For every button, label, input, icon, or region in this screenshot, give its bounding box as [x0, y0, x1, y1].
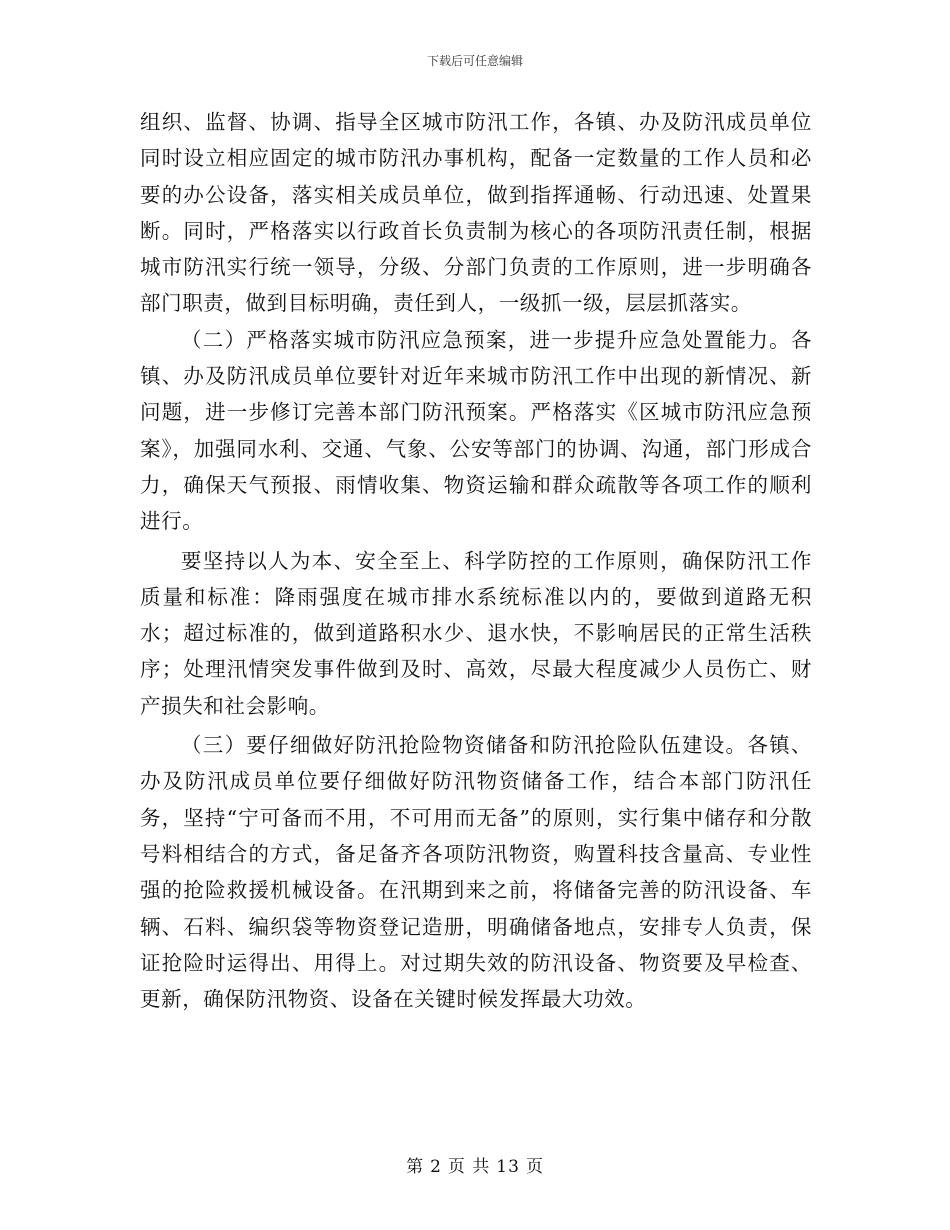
footer-prefix: 第 — [406, 1157, 425, 1177]
paragraph-4: （三）要仔细做好防汛抢险物资储备和防汛抢险队伍建设。各镇、办及防汛成员单位要仔细做好防汛物资储备工作，结合本部门防汛任务，坚持“宁可备而不用，不可用而无备”的原则，实行集中储存和分散号料相结合的方式，备足备齐各项防汛物资，购置科技含量高、专业性强的抢险救援机械设备。在汛期到来之前，将储备完善的防汛设备、车辆、石料、编织袋等物资登记造册，明确储备地点，安排专人负责，保证抢险时运得出、用得上。对过期失效的防汛设备、物资要及早检查、更新，确保防汛物资、设备在关键时候发挥最大功效。 — [140, 733, 812, 1012]
footer-total-pages: 13 — [496, 1157, 520, 1177]
paragraph-2: （二）严格落实城市防汛应急预案，进一步提升应急处置能力。各镇、办及防汛成员单位要针对近年来城市防汛工作中出现的新情况、新问题，进一步修订完善本部门防汛预案。严格落实《区城市防汛应急预案》，加强同水利、交通、气象、公安等部门的协调、沟通，部门形成合力，确保天气预报、雨情收集、物资运输和群众疏散等各项工作的顺利进行。 — [140, 327, 812, 534]
page-footer — [0, 1152, 950, 1177]
paragraph-3: 要坚持以人为本、安全至上、科学防控的工作原则，确保防汛工作质量和标准：降雨强度在城市排水系统标准以内的，要做到道路无积水；超过标准的，做到道路积水少、退水快，不影响居民的正常生活秩序；处理汛情突发事件做到及时、高效，尽最大程度减少人员伤亡、财产损失和社会影响。 — [140, 548, 812, 718]
page-header: 下载后可任意编辑 — [426, 54, 523, 68]
footer-current-page: 2 — [430, 1157, 442, 1177]
document-body — [140, 104, 812, 1017]
paragraph-1: 组织、监督、协调、指导全区城市防汛工作，各镇、办及防汛成员单位同时设立相应固定的城市防汛办事机构，配备一定数量的工作人员和必要的办公设备，落实相关成员单位，做到指挥通畅、行动迅速、处置果断。同时，严格落实以行政首长负责制为核心的各项防汛责任制，根据城市防汛实行统一领导，分级、分部门负责的工作原则，进一步明确各部门职责，做到目标明确，责任到人，一级抓一级，层层抓落实。 — [140, 110, 812, 316]
footer-suffix: 页 — [525, 1157, 544, 1177]
footer-middle: 页 共 — [447, 1157, 491, 1177]
